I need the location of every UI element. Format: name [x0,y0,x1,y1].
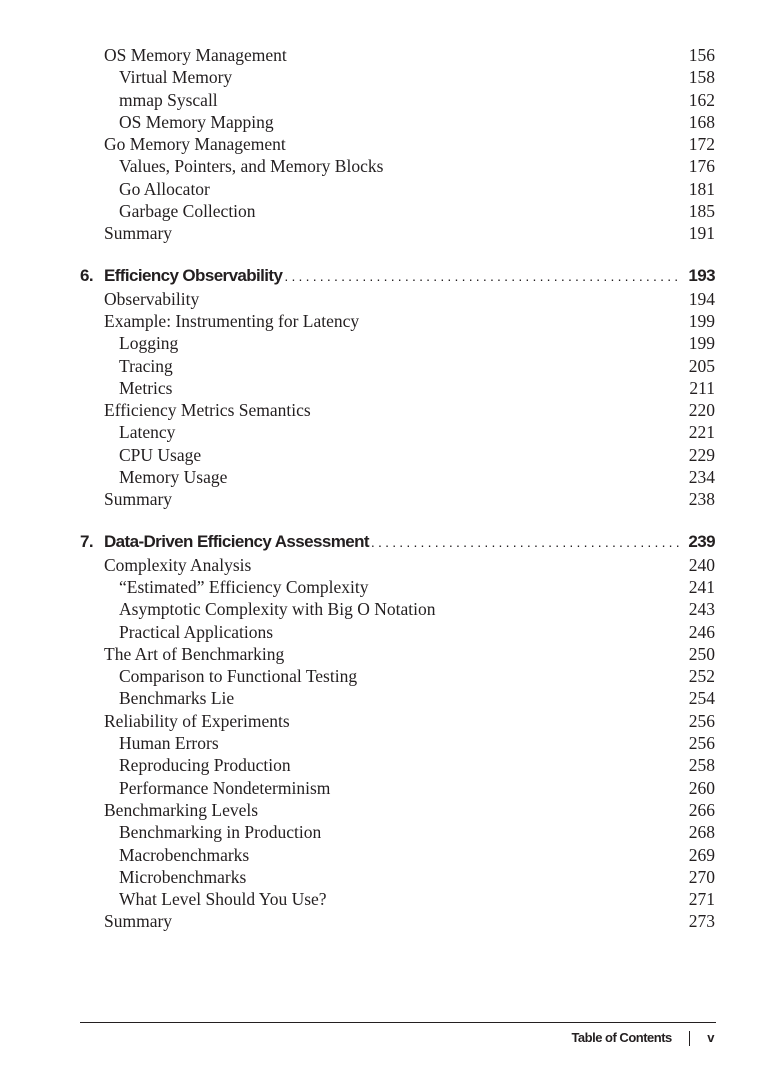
toc-section-entry[interactable] [80,643,715,665]
toc-entry-page: 241 [688,576,715,597]
toc-entry-page: 229 [688,444,715,465]
toc-entry-page: 185 [688,201,715,222]
toc-entry-page: 168 [688,111,715,132]
toc-entry-page: 199 [688,333,715,354]
toc-entry-title: Go Allocator [119,178,210,199]
toc-entry-title: Metrics [119,377,173,398]
toc-entry-page: 258 [688,755,715,776]
toc-entry-title: Summary [104,489,173,510]
toc-entry-title: Reproducing Production [119,755,291,776]
toc-subsection-entry[interactable] [80,421,715,443]
toc-entry-page: 176 [688,156,715,177]
toc-subsection-entry[interactable] [80,66,715,88]
toc-subsection-entry[interactable] [80,821,715,843]
toc-entry-title: Summary [104,223,173,244]
toc-entry-title: Benchmarks Lie [119,688,235,709]
chapter-page: 239 [688,531,715,551]
toc-entry-title: Virtual Memory [119,67,233,88]
toc-entry-title: Garbage Collection [119,201,256,222]
toc-entry-page: 273 [688,911,715,932]
toc-entry-page: 211 [689,377,715,398]
page-footer [571,1028,714,1048]
toc-entry-page: 240 [688,554,715,575]
toc-entry-page: 270 [688,866,715,887]
toc-subsection-entry[interactable] [80,598,715,620]
toc-section-entry[interactable] [80,222,715,244]
toc-entry-page: 194 [688,288,715,309]
toc-entry-page: 256 [688,710,715,731]
toc-section-entry[interactable] [80,710,715,732]
toc-section-entry[interactable] [80,799,715,821]
toc-subsection-entry[interactable] [80,444,715,466]
toc-entry-page: 269 [688,844,715,865]
toc-entry-title: Go Memory Management [104,134,286,155]
toc-subsection-entry[interactable] [80,377,715,399]
toc-entry-title: Summary [104,911,173,932]
toc-entry-page: 220 [688,400,715,421]
toc-entry-title: Reliability of Experiments [104,710,290,731]
toc-entry-title: Complexity Analysis [104,554,252,575]
toc-subsection-entry[interactable] [80,732,715,754]
toc-subsection-entry[interactable] [80,178,715,200]
toc-entry-page: 250 [688,643,715,664]
toc-entry-page: 191 [688,223,715,244]
toc-subsection-entry[interactable] [80,621,715,643]
toc-subsection-entry[interactable] [80,332,715,354]
toc-entry-title: Example: Instrumenting for Latency [104,310,360,331]
toc-entry-title: Performance Nondeterminism [119,777,331,798]
toc-entry-title: Benchmarking in Production [119,822,322,843]
toc-entry-title: Tracing [119,355,173,376]
toc-entry-page: 158 [688,67,715,88]
toc-entry-page: 162 [688,89,715,110]
toc-entry-title: Observability [104,288,200,309]
toc-entry-page: 172 [688,134,715,155]
toc-entry-title: Values, Pointers, and Memory Blocks [119,156,384,177]
toc-entry-page: 221 [688,422,715,443]
toc-entry-title: Logging [119,333,179,354]
toc-entry-page: 205 [688,355,715,376]
footer-page-number: v [707,1030,714,1045]
toc-entry-title: “Estimated” Efficiency Complexity [119,576,369,597]
chapter-number: 7. [80,531,93,551]
chapter-title: Data-Driven Efficiency Assessment [104,531,369,551]
toc-chapter-entry[interactable] [80,530,715,554]
toc-chapter-entry[interactable] [80,264,715,288]
toc-subsection-entry[interactable] [80,355,715,377]
toc-section-entry[interactable] [80,44,715,66]
toc-subsection-entry[interactable] [80,89,715,111]
toc-subsection-entry[interactable] [80,844,715,866]
toc-subsection-entry[interactable] [80,888,715,910]
toc-section-entry[interactable] [80,910,715,932]
footer-rule [80,1022,716,1023]
toc-entry-page: 256 [688,733,715,754]
toc-entry-page: 271 [688,889,715,910]
toc-subsection-entry[interactable] [80,200,715,222]
toc-entry-page: 254 [688,688,715,709]
toc-entry-title: Comparison to Functional Testing [119,666,358,687]
toc-subsection-entry[interactable] [80,111,715,133]
toc-subsection-entry[interactable] [80,777,715,799]
toc-entry-title: Benchmarking Levels [104,799,259,820]
toc-subsection-entry[interactable] [80,866,715,888]
toc-entry-title: Practical Applications [119,621,274,642]
toc-entry-title: OS Memory Management [104,45,287,65]
toc-entry-page: 243 [688,599,715,620]
toc-section-entry[interactable] [80,133,715,155]
chapter-title: Efficiency Observability [104,265,283,285]
dot-leader [371,530,683,554]
toc-entry-title: Latency [119,422,176,443]
toc-entry-title: What Level Should You Use? [119,889,327,910]
toc-entry-title: CPU Usage [119,444,202,465]
toc-entry-page: 268 [688,822,715,843]
toc-entry-title: Efficiency Metrics Semantics [104,400,311,421]
toc-section-entry[interactable] [80,288,715,310]
toc-entry-page: 156 [688,45,715,65]
toc-entry-title: mmap Syscall [119,89,218,110]
toc-entry-page: 199 [688,310,715,331]
toc-entry-title: OS Memory Mapping [119,111,274,132]
toc-subsection-entry[interactable] [80,665,715,687]
footer-separator [689,1031,691,1046]
toc-entry-page: 266 [688,799,715,820]
toc-entry-page: 246 [688,621,715,642]
toc-entry-page: 181 [688,178,715,199]
chapter-number: 6. [80,265,93,285]
toc-entry-title: Macrobenchmarks [119,844,250,865]
table-of-contents [80,44,715,933]
chapter-page: 193 [688,265,715,285]
toc-section-entry[interactable] [80,488,715,510]
toc-subsection-entry[interactable] [80,155,715,177]
toc-subsection-entry[interactable] [80,754,715,776]
toc-entry-title: Asymptotic Complexity with Big O Notation [119,599,436,620]
toc-subsection-entry[interactable] [80,576,715,598]
toc-section-entry[interactable] [80,554,715,576]
toc-entry-page: 252 [688,666,715,687]
toc-entry-title: Human Errors [119,733,219,754]
toc-subsection-entry[interactable] [80,687,715,709]
toc-section-entry[interactable] [80,399,715,421]
toc-entry-page: 238 [688,489,715,510]
toc-entry-title: Microbenchmarks [119,866,247,887]
toc-entry-title: Memory Usage [119,467,228,488]
dot-leader [284,264,682,288]
toc-entry-title: The Art of Benchmarking [104,643,285,664]
toc-entry-page: 234 [688,467,715,488]
toc-subsection-entry[interactable] [80,466,715,488]
toc-entry-page: 260 [688,777,715,798]
toc-section-entry[interactable] [80,310,715,332]
footer-section-title: Table of Contents [571,1030,672,1045]
